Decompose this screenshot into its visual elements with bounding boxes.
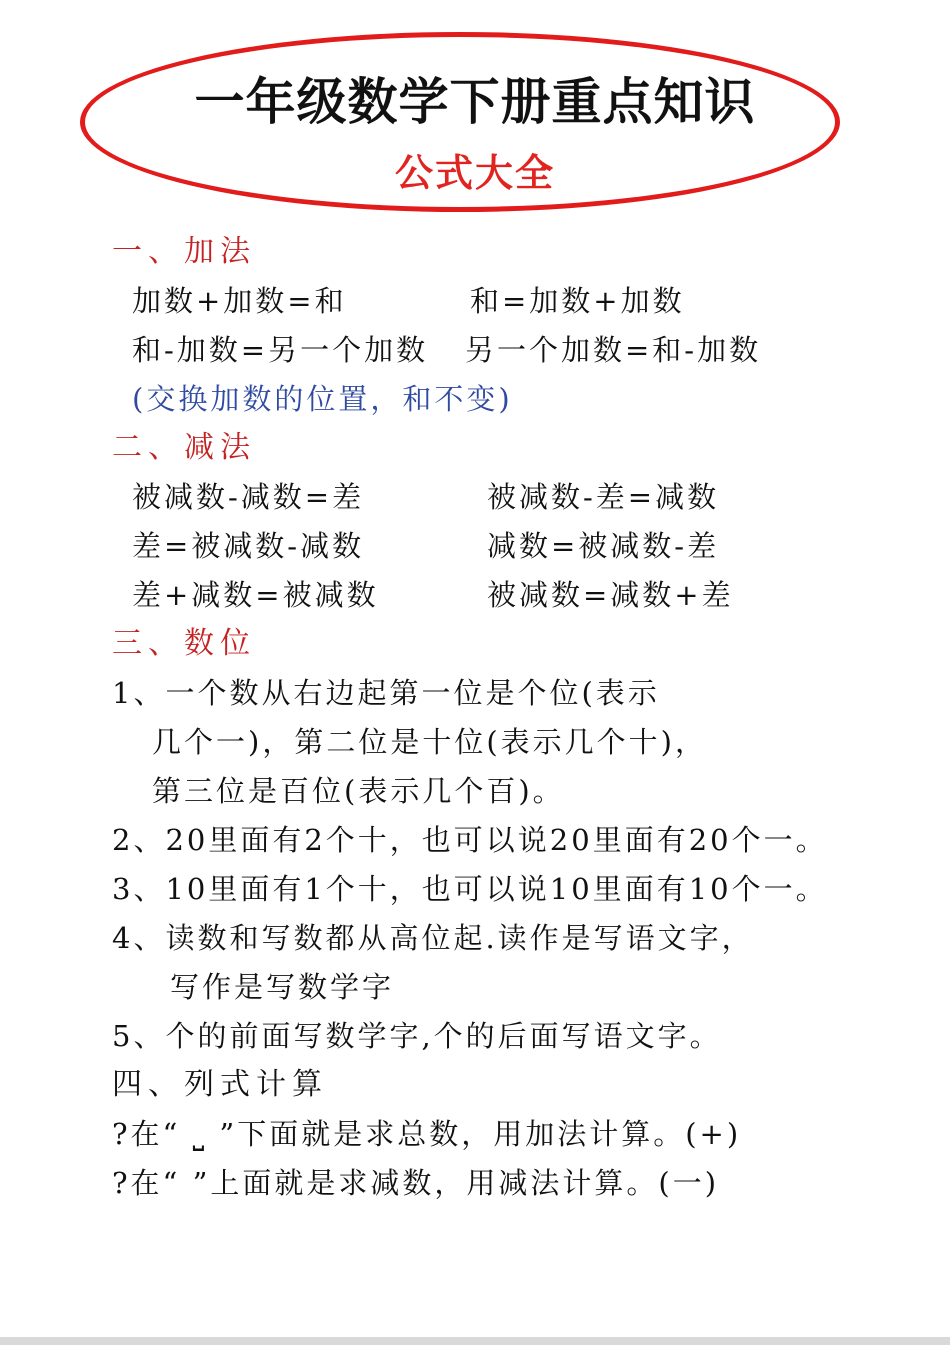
section-title-subtraction: 二、减法 [112,430,256,465]
section-title-addition: 一、加法 [112,234,256,269]
addition-formula-3: 和-加数=另一个加数 [132,333,429,367]
subtraction-formula-1: 被减数-减数=差 [132,480,365,514]
section-title-word-problems: 四、列式计算 [112,1067,328,1102]
place-value-item-3: 3、10里面有1个十，也可以说10里面有10个一。 [112,872,828,906]
addition-note: (交换加数的位置，和不变) [132,382,513,416]
place-value-item-1-line-3: 第三位是百位(表示几个百)。 [152,774,565,808]
word-problem-rule-1: ?在“ ⎵ ”下面就是求总数，用加法计算。(+) [112,1117,742,1151]
addition-formula-4: 另一个加数=和-加数 [465,333,762,367]
addition-formula-1: 加数+加数=和 [132,284,347,318]
subtraction-formula-6: 被减数=减数+差 [487,578,734,612]
subtraction-formula-4: 减数=被减数-差 [487,529,720,563]
addition-formula-2: 和=加数+加数 [470,284,685,318]
subtraction-formula-3: 差=被减数-减数 [132,529,365,563]
subtraction-formula-2: 被减数-差=减数 [487,480,720,514]
place-value-item-1-line-1: 1、一个数从右边起第一位是个位(表示 [112,676,660,710]
section-title-place-value: 三、数位 [112,626,256,661]
bottom-divider [0,1337,950,1345]
word-problem-rule-2: ?在“ ”上面就是求减数，用减法计算。(一) [112,1166,720,1200]
place-value-item-4-line-2: 写作是写数学字 [170,970,395,1004]
place-value-item-5: 5、个的前面写数学字,个的后面写语文字。 [112,1019,722,1053]
place-value-item-4-line-1: 4、读数和写数都从高位起.读作是写语文字， [112,921,754,955]
page-subtitle: 公式大全 [394,151,555,195]
page-title: 一年级数学下册重点知识 [194,73,756,131]
place-value-item-2: 2、20里面有2个十，也可以说20里面有20个一。 [112,823,828,857]
subtraction-formula-5: 差+减数=被减数 [132,578,379,612]
place-value-item-1-line-2: 几个一)，第二位是十位(表示几个十)， [152,725,707,759]
